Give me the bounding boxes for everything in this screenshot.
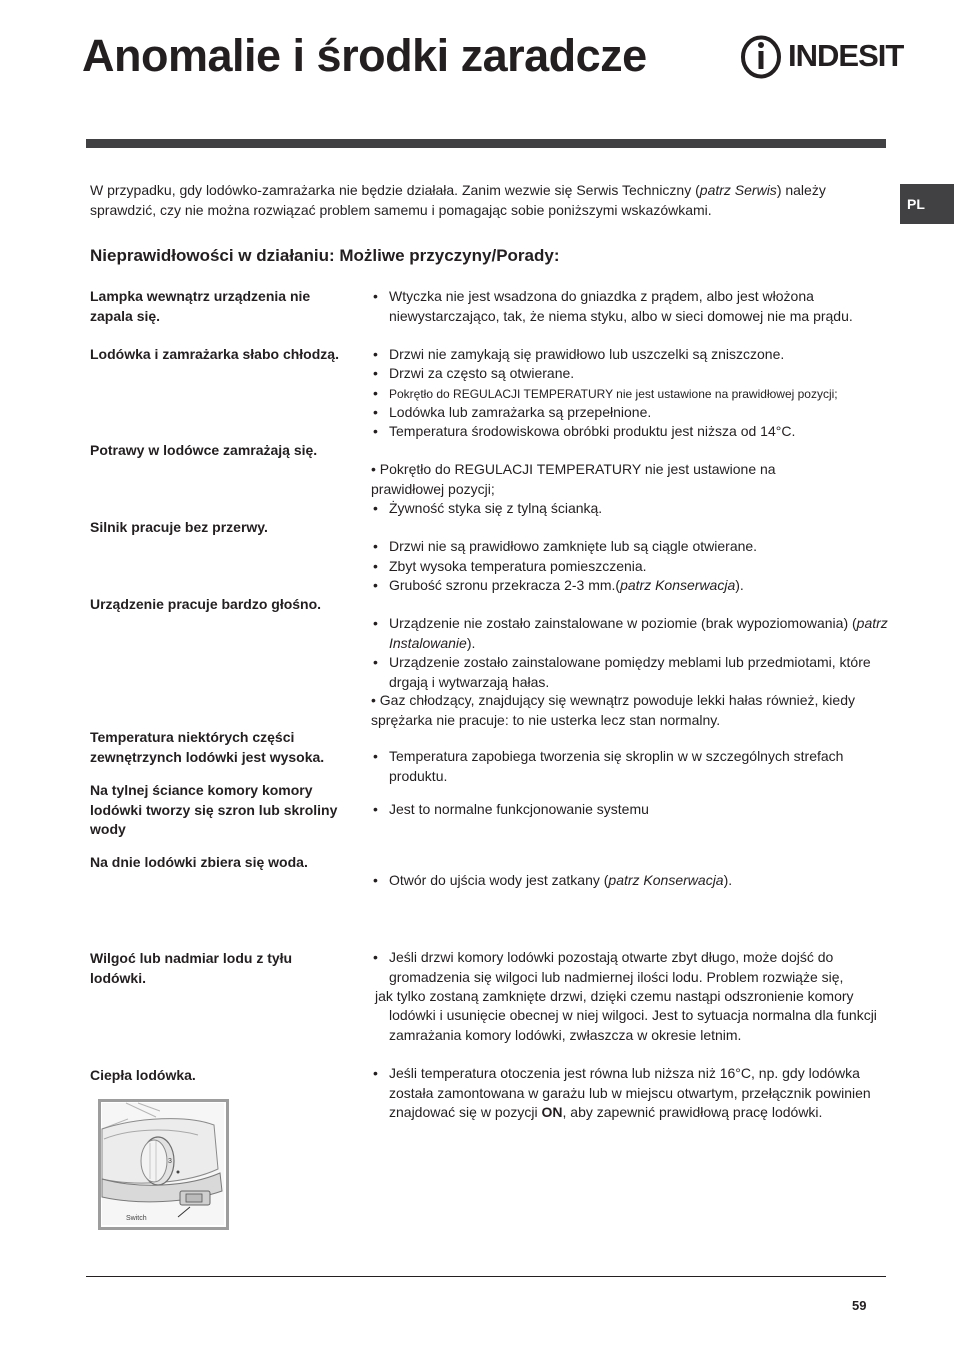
bullet: • (373, 615, 378, 631)
page-title: Anomalie i środki zaradcze (82, 30, 647, 81)
intro-reference: patrz Serwis (699, 182, 777, 198)
page-number: 59 (852, 1298, 867, 1313)
top-divider (86, 139, 886, 148)
cause-motor-1: • Drzwi nie są prawidłowo zamknięte lub są ciągle otwierane. (371, 537, 901, 557)
cause-food-freezing-1: • Pokrętło do REGULACJI TEMPERATURY nie jest ustawione na prawidłowej pozycji; (371, 461, 776, 497)
thermostat-switch-icon (98, 1099, 229, 1230)
indesit-logo-icon (740, 34, 788, 80)
cause-noise-3: • Gaz chłodzący, znajdujący się wewnątrz powoduje lekki hałas również, kiedy sprężarka nie pracuje: to nie usterka lecz stan normalny. (371, 692, 855, 728)
brand-wordmark: INDESIT (788, 38, 904, 73)
intro-text-end: ) należy sprawdzić, czy nie można rozwiązać problem samemu i pomagając sobie poniższymi wskazówkami. (90, 182, 826, 218)
bottom-divider (86, 1276, 886, 1277)
bullet: • (373, 1065, 378, 1081)
bullet: • (373, 423, 378, 439)
language-tab: PL (900, 184, 954, 224)
cause-food-freezing-2: • Żywność styka się z tylną ścianką. (371, 499, 901, 519)
problem-hot-parts: Temperatura niektórych części zewnętrzynch lodówki jest wysoka. (90, 729, 325, 765)
cause-weak-cooling-2: • Drzwi za często są otwierane. (371, 364, 901, 384)
cause-warm-fridge: • Jeśli temperatura otoczenia jest równa lub niższa niż 16°C, np. gdy lodówka została zamontowana w garażu lub w miejscu otwartym, przełącznik powinien znajdować się w pozycji ON, aby zapewnić prawidłową pracę lodówki. (373, 1065, 871, 1120)
problem-moisture: Wilgoć lub nadmiar lodu z tyłu lodówki. (90, 950, 293, 986)
bullet: • (373, 801, 378, 817)
cause-frost-back: • Jest to normalne funkcjonowanie systemu (371, 800, 901, 820)
bullet: • (373, 872, 378, 888)
dial-mark: 3 (168, 1158, 172, 1165)
cause-lamp: • Wtyczka nie jest wsadzona do gniazdka z prądem, albo jest włożona niewystarczająco, tak, że niema styku, albo w sieci domowej nie ma prądu. (373, 288, 853, 324)
bullet: • (373, 500, 378, 516)
bullet: • (373, 558, 378, 574)
bullet: • (373, 748, 378, 764)
cause-moisture-cont-1: jak tylko zostaną zamknięte drzwi, dzięki czemu nastąpi odszronienie komory (375, 988, 854, 1004)
cause-moisture: • Jeśli drzwi komory lodówki pozostają otwarte zbyt długo, może dojść do gromadzenia się wilgoci lub nadmiernej ilości lodu. Problem rozwiąże się, (373, 949, 844, 985)
cause-weak-cooling-3: • Pokrętło do REGULACJI TEMPERATURY nie jest ustawione na prawidłowej pozycji; (371, 384, 911, 405)
bullet: • (373, 288, 378, 304)
cause-hot-parts: • Temperatura zapobiega tworzenia się skroplin w w szczególnych strefach produktu. (373, 748, 844, 784)
bullet: • (373, 365, 378, 381)
bullet: • (373, 538, 378, 554)
bullet: • (373, 346, 378, 362)
bullet: • (373, 949, 378, 965)
cause-noise-2: • Urządzenie zostało zainstalowane pomiędzy meblami lub przedmiotami, które drgają i wytwarzają hałas. (373, 654, 871, 690)
intro-text: W przypadku, gdy lodówko-zamrażarka nie będzie działała. Zanim wezwie się Serwis Techniczny ( (90, 182, 700, 198)
problem-lamp: Lampka wewnątrz urządzenia nie zapala się. (90, 288, 311, 324)
bullet: • (373, 654, 378, 670)
section-heading: Nieprawidłowości w działaniu: Możliwe przyczyny/Porady: (90, 246, 560, 265)
problem-frost-back: Na tylnej ściance komory komory lodówki tworzy się szron lub skroliny wody (90, 782, 338, 837)
cause-motor-3: • Grubość szronu przekracza 2-3 mm.(patrz Konserwacja). (371, 576, 901, 596)
reference-konserwacja: patrz Konserwacja (620, 577, 736, 593)
intro-paragraph (90, 180, 895, 220)
problem-warm-fridge: Ciepła lodówka. (90, 1067, 196, 1083)
problem-water-bottom: Na dnie lodówki zbiera się woda. (90, 854, 308, 870)
cause-moisture-cont-2: lodówki i usunięcie obecnej w niej wilgoci. Jest to sytuacja normalna dla funkcji zamrażania komory lodówki, zwłaszcza w okresie letnim. (389, 1007, 877, 1043)
bullet: • (373, 404, 378, 420)
switch-illustration (98, 1099, 229, 1230)
cause-noise-1: • Urządzenie nie zostało zainstalowane w poziomie (brak wypoziomowania) (patrz Instalowanie). (373, 615, 888, 651)
problem-noise: Urządzenie pracuje bardzo głośno. (90, 596, 322, 612)
reference-konserwacja: patrz Konserwacja (608, 872, 724, 888)
reference-instalowanie: patrz Instalowanie (389, 615, 888, 651)
switch-position-on: ON (541, 1104, 563, 1120)
cause-weak-cooling-1: • Drzwi nie zamykają się prawidłowo lub uszczelki są zniszczone. (371, 345, 901, 365)
problem-motor-running: Silnik pracuje bez przerwy. (90, 519, 268, 535)
brand-logo (740, 34, 902, 80)
cause-water-bottom: • Otwór do ujścia wody jest zatkany (patrz Konserwacja). (371, 871, 901, 891)
problem-weak-cooling: Lodówka i zamrażarka słabo chłodzą. (90, 346, 339, 362)
cause-weak-cooling-5: • Temperatura środowiskowa obróbki produktu jest niższa od 14°C. (371, 422, 901, 442)
cause-weak-cooling-4: • Lodówka lub zamrażarka są przepełnione. (371, 403, 901, 423)
cause-motor-2: • Zbyt wysoka temperatura pomieszczenia. (371, 557, 901, 577)
bullet: • (373, 385, 378, 401)
switch-label: Switch (126, 1215, 147, 1222)
bullet: • (373, 577, 378, 593)
problem-food-freezing: Potrawy w lodówce zamrażają się. (90, 442, 318, 458)
